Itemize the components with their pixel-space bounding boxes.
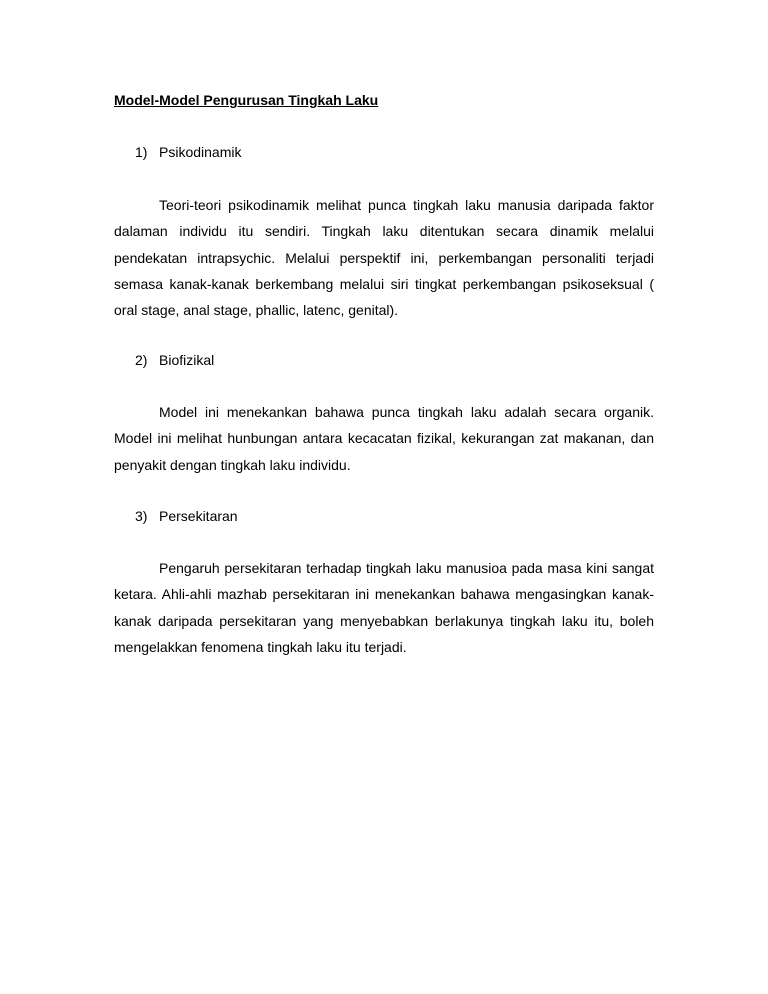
section-title: Persekitaran [159, 508, 238, 524]
section-number: 1) [135, 144, 148, 160]
section-heading-persekitaran [135, 506, 238, 526]
section-paragraph-persekitaran: Pengaruh persekitaran terhadap tingkah laku manusioa pada masa kini sangat ketara. Ahli-ahli mazhab persekitaran ini menekankan bahawa mengasingkan kanak-kanak daripada persekitaran yang menyebabkan berlakunya tingkah laku itu, boleh mengelakkan fenomena tingkah laku itu terjadi. [114, 560, 654, 655]
section-number: 2) [135, 352, 148, 368]
section-title: Biofizikal [159, 352, 215, 368]
document-title: Model-Model Pengurusan Tingkah Laku [114, 92, 379, 108]
section-heading-psikodinamik [135, 142, 241, 162]
section-paragraph-biofizikal: Model ini menekankan bahawa punca tingkah laku adalah secara organik. Model ini melihat hunbungan antara kecacatan fizikal, kekurangan zat makanan, dan penyakit dengan tingkah laku individu. [114, 404, 654, 473]
section-heading-biofizikal [135, 350, 214, 370]
section-number: 3) [135, 508, 148, 524]
section-title: Psikodinamik [159, 144, 242, 160]
section-paragraph-psikodinamik: Teori-teori psikodinamik melihat punca tingkah laku manusia daripada faktor dalaman individu itu sendiri. Tingkah laku ditentukan secara dinamik melalui pendekatan intrapsychic. Melalui perspektif ini, perkembangan personaliti terjadi semasa kanak-kanak berkembang melalui siri tingkat perkembangan psikoseksual ( oral stage, anal stage, phallic, latenc, genital). [114, 197, 654, 319]
